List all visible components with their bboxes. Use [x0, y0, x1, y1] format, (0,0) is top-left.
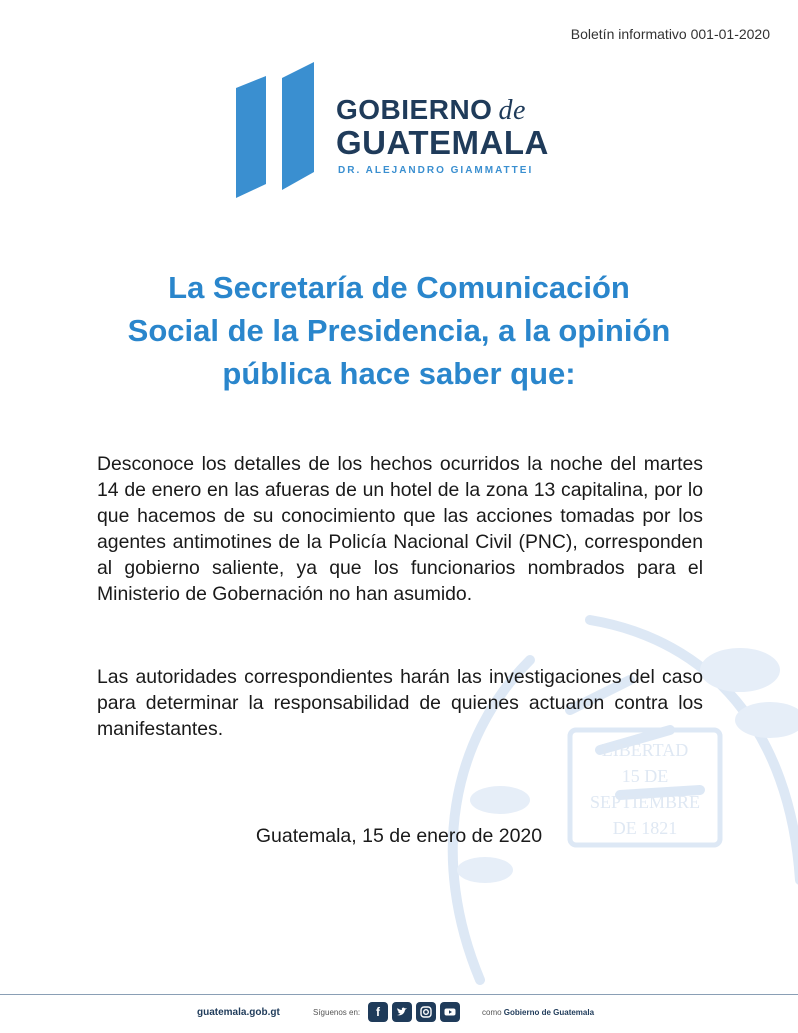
watermark-line3: SEPTIEMBRE: [589, 792, 701, 812]
twitter-icon[interactable]: [392, 1002, 412, 1022]
logo-line3: DR. ALEJANDRO GIAMMATTEI: [338, 165, 534, 176]
body-paragraph-2: Las autoridades correspondientes harán las investigaciones del caso para determinar la responsabilidad de quienes actuaron contra los manifestantes.: [97, 666, 703, 740]
watermark-line2: 15 DE: [621, 766, 669, 786]
bulletin-number: Boletín informativo 001-01-2020: [570, 26, 770, 42]
footer: [0, 1002, 798, 1026]
document-title: [80, 266, 718, 395]
footer-follow-label: Síguenos en:: [313, 1008, 361, 1017]
government-logo-wordmark: [336, 96, 549, 176]
footer-account-name: Gobierno de Guatemala: [503, 1008, 595, 1017]
watermark-line1: LIBERTAD: [601, 740, 689, 760]
logo-line1: GOBIERNO: [336, 94, 493, 125]
footer-divider: [0, 994, 798, 995]
youtube-icon[interactable]: [440, 1002, 460, 1022]
title-line2: Social de la Presidencia, a la opinión: [127, 313, 671, 348]
footer-account-label: como Gobierno de Guatemala: [482, 1008, 595, 1017]
logo-line2: GUATEMALA: [336, 124, 549, 161]
footer-website-link[interactable]: guatemala.gob.gt: [197, 1007, 280, 1018]
title-line3: pública hace saber que:: [222, 356, 576, 391]
instagram-icon[interactable]: [416, 1002, 436, 1022]
dateline: Guatemala, 15 de enero de 2020: [255, 825, 543, 847]
logo-line1-de: de: [498, 95, 526, 126]
government-logo-icon: [230, 60, 320, 200]
social-icons: [368, 1002, 460, 1022]
body-paragraph-1: Desconoce los detalles de los hechos ocurridos la noche del martes 14 de enero en las afueras de un hotel de la zona 13 capitalina, por lo que hacemos de su conocimiento que las acciones tomadas por los agentes antimotines de la Policía Nacional Civil (PNC), corresponden al gobierno saliente, ya que los funcionarios nombrados para el Ministerio de Gobernación no han asumido.: [97, 453, 703, 605]
coat-of-arms-watermark: [270, 580, 798, 1000]
title-line1: La Secretaría de Comunicación: [168, 270, 630, 305]
watermark-line4: DE 1821: [612, 818, 678, 838]
facebook-icon[interactable]: f: [368, 1002, 388, 1022]
